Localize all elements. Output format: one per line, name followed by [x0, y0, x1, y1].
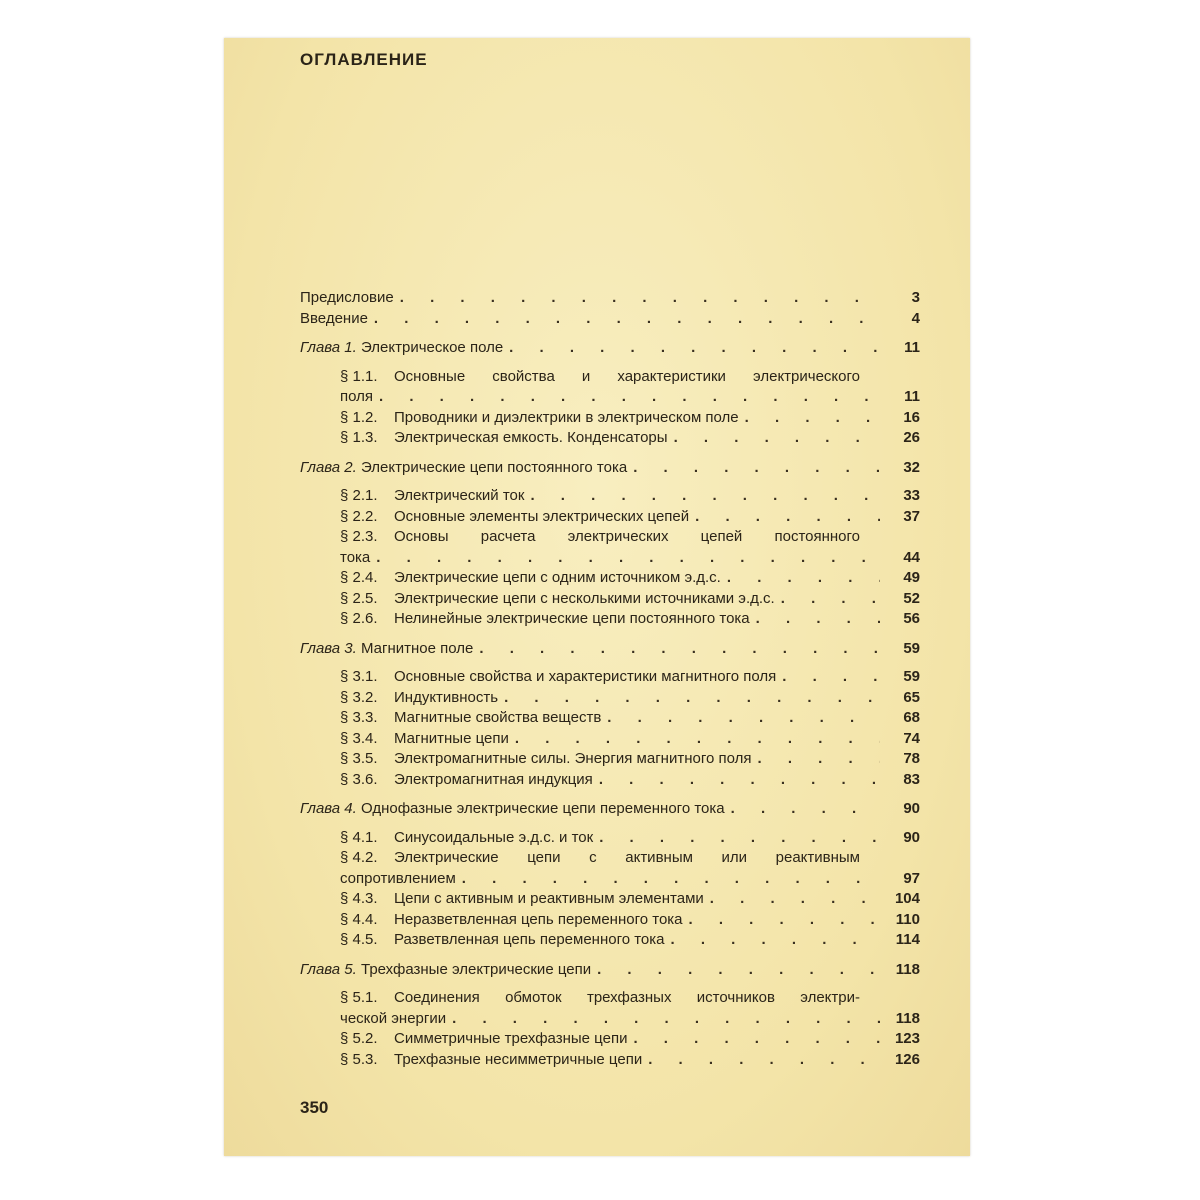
section-number: § 1.1. — [340, 367, 378, 385]
dot-leader — [695, 507, 880, 528]
toc-entry-preface — [300, 288, 920, 309]
page-heading: ОГЛАВЛЕНИЕ — [300, 50, 428, 69]
toc-section-5-1 — [300, 988, 920, 1009]
dot-leader — [756, 609, 880, 630]
toc-section-1-1-continued — [300, 387, 920, 408]
toc-chapter-3 — [300, 639, 920, 660]
section-number: § 5.3. — [340, 1050, 378, 1068]
toc-section-page: 33 — [903, 487, 920, 504]
toc-entry-label: Введение — [300, 309, 368, 327]
section-title: Нелинейные электрические цепи постоянного тока — [394, 610, 750, 627]
section-title: Цепи с активным и реактивным элементами — [394, 890, 704, 907]
chapter-title: Трехфазные электрические цепи — [361, 960, 592, 978]
toc-section-page: 74 — [903, 729, 920, 747]
dot-leader — [599, 828, 880, 849]
dot-leader — [599, 770, 880, 791]
toc-chapter-page: 11 — [904, 339, 920, 356]
dot-leader — [689, 910, 880, 931]
toc-section-4-5 — [300, 930, 920, 951]
toc-chapter-page: 118 — [895, 960, 920, 978]
toc-section-page: 26 — [903, 429, 920, 446]
section-title: Симметричные трехфазные цепи — [394, 1030, 628, 1047]
dot-leader — [633, 458, 880, 479]
toc-section-4-4 — [300, 910, 920, 931]
toc-section-2-3 — [300, 527, 920, 548]
section-title-line-2: сопротивлением — [340, 869, 456, 887]
section-number: § 3.5. — [340, 750, 378, 767]
section-title-line-2: тока — [340, 548, 371, 566]
dot-leader — [781, 589, 880, 610]
page-number: 350 — [300, 1098, 329, 1117]
toc-section-page: 16 — [903, 408, 920, 426]
section-title: Проводники и диэлектрики в электрическом поле — [394, 408, 739, 426]
toc-section-5-3 — [300, 1050, 920, 1071]
toc-chapter-page: 59 — [903, 639, 920, 657]
section-number: § 4.3. — [340, 890, 378, 907]
section-title: Индуктивность — [394, 688, 499, 706]
section-title: Основные свойства и характеристики магнитного поля — [394, 668, 777, 685]
toc-section-page: 114 — [895, 931, 920, 948]
toc-entry-page: 4 — [911, 309, 920, 327]
toc-section-2-2 — [300, 507, 920, 528]
toc-section-5-1-continued — [300, 1009, 920, 1030]
section-number: § 2.3. — [340, 528, 378, 545]
toc-section-4-3 — [300, 889, 920, 910]
toc-entry-label: Предисловие — [300, 289, 394, 306]
section-title: Электромагнитная индукция — [394, 770, 593, 788]
chapter-title: Магнитное поле — [361, 639, 474, 657]
toc-section-page: 126 — [894, 1050, 920, 1068]
toc-chapter-label — [300, 960, 591, 981]
book-page — [224, 38, 970, 1156]
section-number: § 3.2. — [340, 688, 378, 706]
toc-section-4-2-continued — [300, 869, 920, 890]
dot-leader — [374, 309, 880, 330]
toc-section-1-2 — [300, 408, 920, 429]
toc-section-page: 37 — [903, 507, 920, 525]
section-title: Электрические цепи с одним источником э.д.с. — [394, 569, 721, 586]
toc-section-page: 11 — [904, 388, 920, 405]
toc-section-1-1 — [300, 367, 920, 388]
section-title: Электромагнитные силы. Энергия магнитного поля — [394, 750, 752, 767]
chapter-prefix: Глава 3. — [300, 639, 357, 657]
toc-section-3-6 — [300, 770, 920, 791]
dot-leader — [607, 708, 880, 729]
toc-chapter-2 — [300, 458, 920, 479]
section-title-line-2: поля — [340, 388, 374, 405]
toc-section-3-2 — [300, 688, 920, 709]
toc-section-2-1 — [300, 486, 920, 507]
section-title-line-2: ческой энергии — [340, 1009, 447, 1027]
chapter-title: Однофазные электрические цепи переменного тока — [361, 800, 725, 817]
chapter-title: Электрическое поле — [361, 339, 504, 356]
section-number: § 2.2. — [340, 507, 378, 525]
toc-entry-page: 3 — [911, 289, 920, 306]
section-number: § 2.5. — [340, 589, 378, 607]
dot-leader — [400, 288, 880, 309]
dot-leader — [671, 930, 880, 951]
toc-section-page: 123 — [894, 1030, 920, 1047]
toc-chapter-label — [300, 799, 725, 820]
section-title-line-1: Основы расчета электрических цепей постоянного — [394, 528, 860, 545]
section-number: § 2.1. — [340, 487, 378, 504]
dot-leader — [674, 428, 880, 449]
toc-entry-introduction — [300, 309, 920, 330]
toc-chapter-label — [300, 458, 627, 479]
section-title-line-1: Основные свойства и характеристики электрического — [394, 367, 860, 385]
dot-leader — [479, 639, 880, 660]
toc-section-3-5 — [300, 749, 920, 770]
toc-section-page: 104 — [894, 890, 920, 907]
toc-chapter-1 — [300, 338, 920, 359]
dot-leader — [731, 799, 880, 820]
dot-leader — [509, 338, 880, 359]
section-title: Магнитные свойства веществ — [394, 709, 602, 726]
chapter-prefix: Глава 4. — [300, 800, 357, 817]
toc-section-page: 56 — [903, 610, 920, 627]
dot-leader — [597, 960, 880, 981]
dot-leader — [745, 408, 880, 429]
dot-leader — [379, 387, 880, 408]
toc-section-3-3 — [300, 708, 920, 729]
toc-section-page: 78 — [903, 750, 920, 767]
section-title: Основные элементы электрических цепей — [394, 507, 690, 525]
toc-section-4-1 — [300, 828, 920, 849]
section-number: § 3.4. — [340, 729, 378, 747]
toc-section-3-4 — [300, 729, 920, 750]
toc-section-3-1 — [300, 667, 920, 688]
dot-leader — [648, 1050, 880, 1071]
section-title: Магнитные цепи — [394, 729, 509, 747]
toc-section-2-3-continued — [300, 548, 920, 569]
toc-chapter-4 — [300, 799, 920, 820]
section-title: Разветвленная цепь переменного тока — [394, 931, 665, 948]
section-number: § 4.4. — [340, 910, 378, 928]
section-number: § 1.3. — [340, 429, 378, 446]
section-title: Трехфазные несимметричные цепи — [394, 1050, 643, 1068]
toc-section-page: 59 — [903, 668, 920, 685]
dot-leader — [757, 749, 880, 770]
toc-section-page: 110 — [895, 910, 920, 928]
dot-leader — [515, 729, 880, 750]
section-number: § 4.2. — [340, 849, 378, 866]
chapter-prefix: Глава 5. — [300, 960, 357, 978]
toc-section-page: 52 — [903, 589, 920, 607]
dot-leader — [727, 568, 880, 589]
toc-chapter-page: 32 — [903, 458, 920, 476]
dot-leader — [452, 1009, 880, 1030]
section-number: § 2.6. — [340, 610, 378, 627]
section-title: Синусоидальные э.д.с. и ток — [394, 828, 594, 846]
dot-leader — [504, 688, 880, 709]
section-number: § 3.1. — [340, 668, 378, 685]
section-title: Электрический ток — [394, 487, 525, 504]
toc-section-page: 83 — [903, 770, 920, 788]
dot-leader — [462, 869, 880, 890]
toc-section-2-6 — [300, 609, 920, 630]
section-number: § 5.2. — [340, 1030, 378, 1047]
dot-leader — [710, 889, 880, 910]
section-number: § 4.5. — [340, 931, 378, 948]
toc-section-page: 68 — [903, 709, 920, 726]
table-of-contents — [300, 288, 920, 1070]
toc-section-page: 49 — [903, 569, 920, 586]
toc-chapter-5 — [300, 960, 920, 981]
section-number: § 3.6. — [340, 770, 378, 788]
toc-section-page: 97 — [903, 869, 920, 887]
section-title: Электрическая емкость. Конденсаторы — [394, 429, 668, 446]
toc-section-page: 44 — [903, 548, 920, 566]
toc-chapter-page: 90 — [903, 800, 920, 817]
dot-leader — [530, 486, 880, 507]
toc-section-2-5 — [300, 589, 920, 610]
toc-section-page: 118 — [895, 1009, 920, 1027]
section-number: § 4.1. — [340, 828, 378, 846]
dot-leader — [633, 1029, 880, 1050]
section-title-line-1: Соединения обмоток трехфазных источников электри- — [394, 989, 860, 1006]
chapter-prefix: Глава 2. — [300, 458, 357, 476]
section-title: Неразветвленная цепь переменного тока — [394, 910, 683, 928]
section-title: Электрические цепи с несколькими источниками э.д.с. — [394, 589, 775, 607]
toc-section-page: 90 — [903, 828, 920, 846]
toc-section-5-2 — [300, 1029, 920, 1050]
dot-leader — [376, 548, 880, 569]
chapter-prefix: Глава 1. — [300, 339, 357, 356]
section-number: § 3.3. — [340, 709, 378, 726]
section-number: § 1.2. — [340, 408, 378, 426]
section-title-line-1: Электрические цепи с активным или реактивным — [394, 849, 860, 866]
toc-section-2-4 — [300, 568, 920, 589]
toc-chapter-label — [300, 639, 473, 660]
chapter-title: Электрические цепи постоянного тока — [361, 458, 628, 476]
toc-section-page: 65 — [903, 688, 920, 706]
toc-section-4-2 — [300, 848, 920, 869]
dot-leader — [782, 667, 880, 688]
section-number: § 5.1. — [340, 989, 378, 1006]
toc-section-1-3 — [300, 428, 920, 449]
section-number: § 2.4. — [340, 569, 378, 586]
toc-chapter-label — [300, 338, 503, 359]
